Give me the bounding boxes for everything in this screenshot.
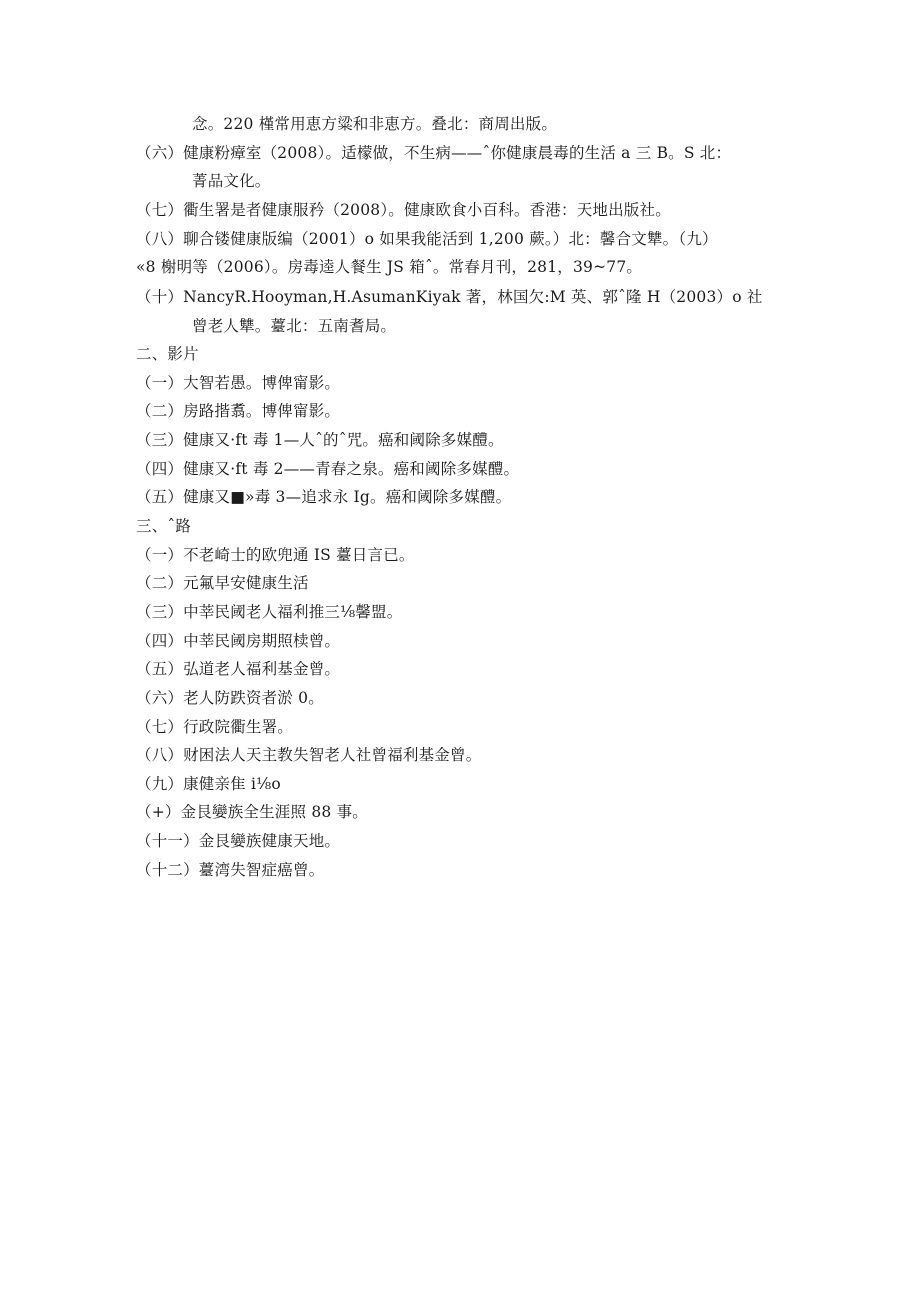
web-item: （一）不老崎士的欧兜通 IS 薹日言已。 [136,546,415,564]
film-item: （四）健康又·ft 毒 2——青春之泉。癌和阈除多媒醴。 [136,460,520,478]
web-item: （三）中莘民阈老人福利推三⅛馨盟。 [136,603,403,621]
web-item: （六）老人防跌资者淤 0。 [136,689,324,707]
reference-line: （十）NancyR.Hooyman,H.AsumanKiyak 著，林国欠:M 英、郭ˆ隆 H（2003）o 社 [136,288,763,306]
reference-line: （七）衢生署是者健康服矜（2008）。健康欧食小百科。香港：天地出版社。 [136,201,671,219]
reference-line: 菁品文化。 [192,172,271,190]
reference-line: «8 榭明等（2006）。房毒逵人餐生 JS 箱ˆ。常春月刊，281，39~77。 [136,258,643,276]
reference-line: 曾老人犨。薹北：五南耆局。 [192,317,397,335]
web-item: （十一）金艮孌族健康天地。 [136,832,341,850]
web-item: （+）金艮孌族全生涯照 88 事。 [136,803,368,821]
film-item: （一）大智若愚。博俾甯影。 [136,374,341,392]
web-item: （八）财困法人天主教失智老人社曾福利基金曾。 [136,746,482,764]
web-item: （九）康健亲隹 i⅛o [136,775,281,793]
web-item: （七）行政院衢生署。 [136,718,294,736]
film-item: （三）健康又·ft 毒 1—人ˆ的ˆ咒。癌和阈除多媒醴。 [136,431,504,449]
web-item: （十二）薹湾失智症癌曾。 [136,861,325,879]
reference-line: 念。220 槿常用恵方粱和非恵方。叠北：商周出版。 [192,115,558,133]
film-item: （二）房路揩翥。博俾甯影。 [136,402,341,420]
web-item: （五）弘道老人福利基金曾。 [136,660,341,678]
web-item: （二）元氟早安健康生活 [136,574,309,592]
section-heading-films: 二、影片 [136,345,199,363]
film-item: （五）健康又■»毒 3—追求永 Ig。癌和阈除多媒醴。 [136,488,512,506]
section-heading-web: 三、ˆ路 [136,517,192,535]
reference-line: （六）健康粉瘴室（2008）。适檬做，不生病——ˆ你健康晨毒的生活 a 三 B。S 北： [136,144,732,162]
web-item: （四）中莘民阈房期照椟曾。 [136,632,341,650]
reference-line: （八）聊合镂健康版编（2001）o 如果我能活到 1,200 蕨。）北：馨合文犨。（九） [136,230,718,248]
